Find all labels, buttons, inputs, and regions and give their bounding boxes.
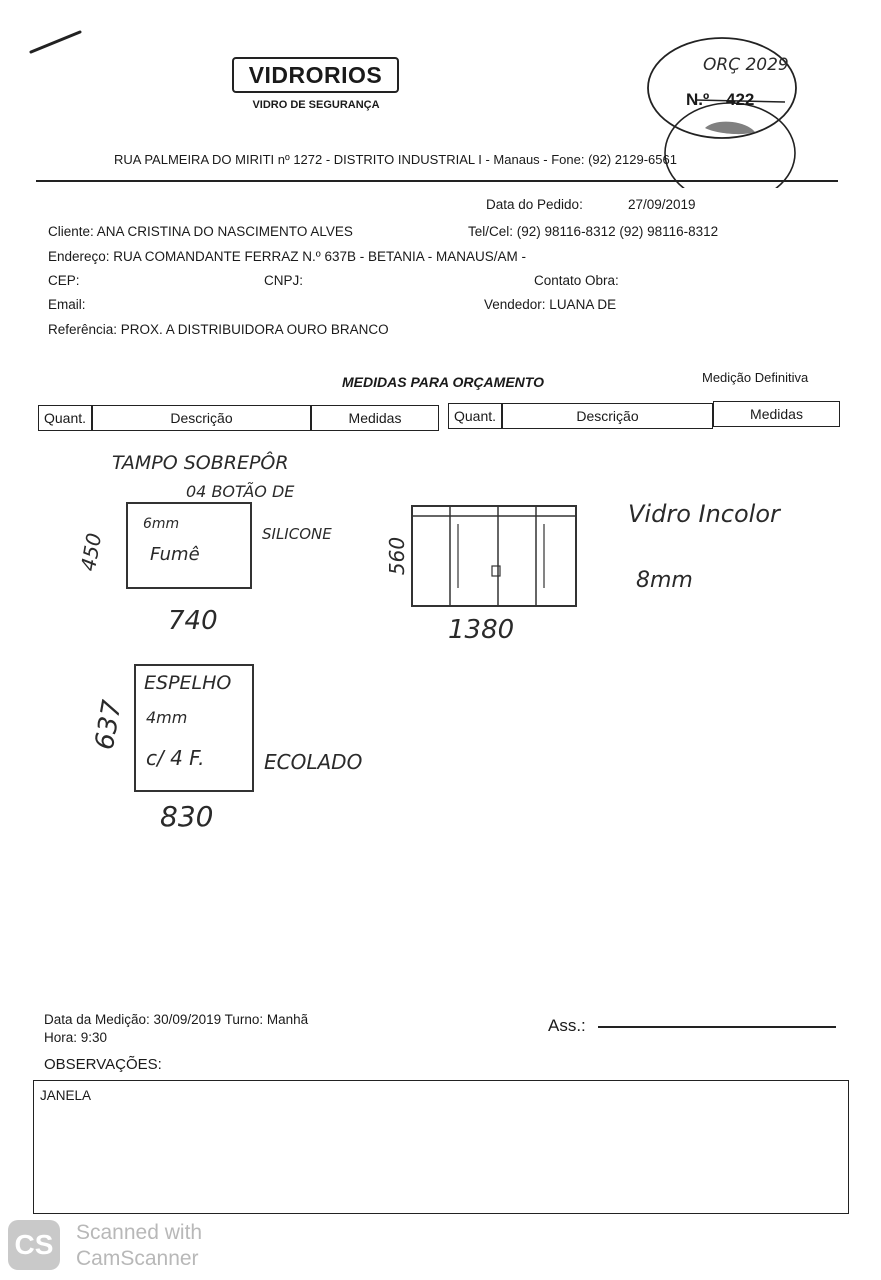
item3-width: 830 xyxy=(160,800,214,833)
email-label: Email: xyxy=(48,297,86,312)
item1-width: 740 xyxy=(168,606,218,636)
item2-window-drawing xyxy=(408,502,582,610)
orc-handwritten: ORÇ 2029 xyxy=(703,55,789,75)
cnpj-label: CNPJ: xyxy=(264,273,304,288)
item2-glass-note: Vidro Incolor xyxy=(628,500,780,528)
col-quant-left: Quant. xyxy=(38,405,92,431)
order-number-label: N.º xyxy=(686,90,710,109)
client-phone: Tel/Cel: (92) 98116-8312 (92) 98116-8312 xyxy=(468,224,719,239)
item2-width: 1380 xyxy=(448,615,515,645)
medicao-date: Data da Medição: 30/09/2019 Turno: Manhã xyxy=(44,1012,309,1027)
item1-subtitle: 04 BOTÃO DE xyxy=(186,482,295,501)
item3-height: 637 xyxy=(89,697,128,753)
item1-color: Fumê xyxy=(150,544,200,565)
item2-height: 560 xyxy=(385,536,410,576)
observacoes-text: JANELA xyxy=(40,1088,92,1103)
client-name: Cliente: ANA CRISTINA DO NASCIMENTO ALVES xyxy=(48,224,353,239)
vendedor-label: Vendedor: LUANA DE xyxy=(484,297,617,312)
signature-label: Ass.: xyxy=(548,1016,586,1035)
item1-height: 450 xyxy=(75,531,107,573)
watermark-line2: CamScanner xyxy=(76,1247,199,1270)
cep-label: CEP: xyxy=(48,273,80,288)
item2-thickness-note: 8mm xyxy=(636,568,693,593)
col-descricao-left: Descrição xyxy=(92,405,311,431)
medicao-hora: Hora: 9:30 xyxy=(44,1030,108,1045)
client-address: Endereço: RUA COMANDANTE FERRAZ N.º 637B - BETANIA - MANAUS/AM - xyxy=(48,249,527,264)
contato-obra-label: Contato Obra: xyxy=(534,273,619,288)
order-date-value: 27/09/2019 xyxy=(628,197,696,212)
order-number-value: 422 xyxy=(726,90,755,109)
company-address: RUA PALMEIRA DO MIRITI nº 1272 - DISTRITO INDUSTRIAL I - Manaus - Fone: (92) 2129-6561 xyxy=(114,152,677,167)
item3-holes: c/ 4 F. xyxy=(146,746,205,770)
section-title: MEDIDAS PARA ORÇAMENTO xyxy=(342,374,544,390)
order-date-label: Data do Pedido: xyxy=(486,197,583,212)
item1-title: TAMPO SOBREPÔR xyxy=(112,452,289,474)
observacoes-box xyxy=(33,1080,849,1214)
item3-thickness: 4mm xyxy=(146,708,188,727)
item3-side-note: ECOLADO xyxy=(264,750,363,774)
brand-tagline: VIDRO DE SEGURANÇA xyxy=(252,99,380,111)
camscanner-watermark xyxy=(76,1220,202,1272)
signature-line xyxy=(598,1026,836,1028)
camscanner-logo: CS xyxy=(8,1220,60,1270)
pen-stroke xyxy=(28,28,84,56)
brand-logo: VIDRORIOS xyxy=(232,57,399,93)
col-medidas-right: Medidas xyxy=(713,401,840,427)
col-descricao-right: Descrição xyxy=(502,403,713,429)
col-quant-right: Quant. xyxy=(448,403,502,429)
medicao-definitiva: Medição Definitiva xyxy=(702,370,809,385)
header-divider xyxy=(36,180,838,182)
col-medidas-left: Medidas xyxy=(311,405,439,431)
item1-thickness: 6mm xyxy=(143,516,180,532)
watermark-line1: Scanned with xyxy=(76,1221,203,1244)
observacoes-label: OBSERVAÇÕES: xyxy=(44,1056,162,1073)
referencia-label: Referência: PROX. A DISTRIBUIDORA OURO BRANCO xyxy=(48,322,389,337)
item1-silicone: SILICONE xyxy=(262,525,332,543)
item3-type: ESPELHO xyxy=(144,672,232,694)
